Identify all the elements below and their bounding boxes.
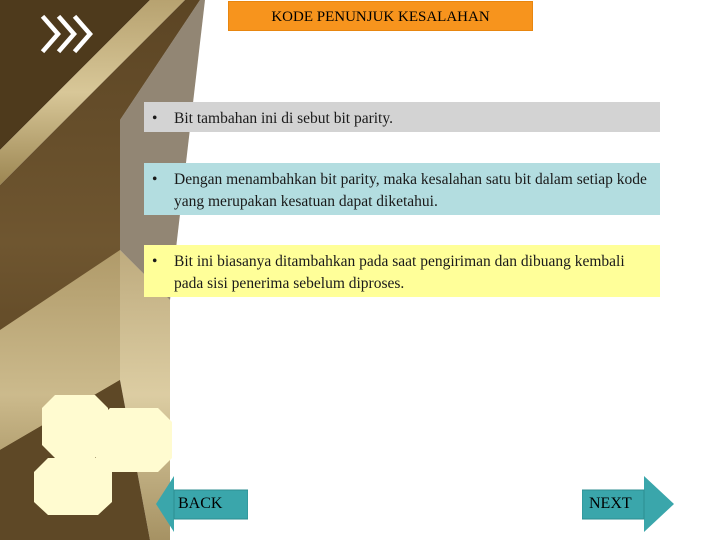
triple-chevron-icon: [38, 14, 98, 54]
bullet-item-3: [144, 245, 660, 297]
bullet-item-2: [144, 163, 660, 215]
bullet-text: Dengan menambahkan bit parity, maka kesalahan satu bit dalam setiap kode yang merupakan kesatuan dapat diketahui.: [174, 171, 647, 210]
back-button-label: BACK: [178, 495, 223, 512]
bullet-symbol: •: [152, 110, 158, 127]
back-button[interactable]: [156, 476, 248, 532]
bullet-item-1: [144, 102, 660, 132]
bullet-text: Bit ini biasanya ditambahkan pada saat pengiriman dan dibuang kembali pada sisi penerima sebelum diproses.: [174, 253, 625, 292]
next-button-label: NEXT: [589, 495, 632, 512]
bullet-symbol: •: [152, 171, 158, 188]
slide-title: KODE PENUNJUK KESALAHAN: [228, 1, 533, 31]
next-button[interactable]: [582, 476, 674, 532]
bullet-text: Bit tambahan ini di sebut bit parity.: [174, 110, 393, 127]
bullet-symbol: •: [152, 253, 158, 270]
